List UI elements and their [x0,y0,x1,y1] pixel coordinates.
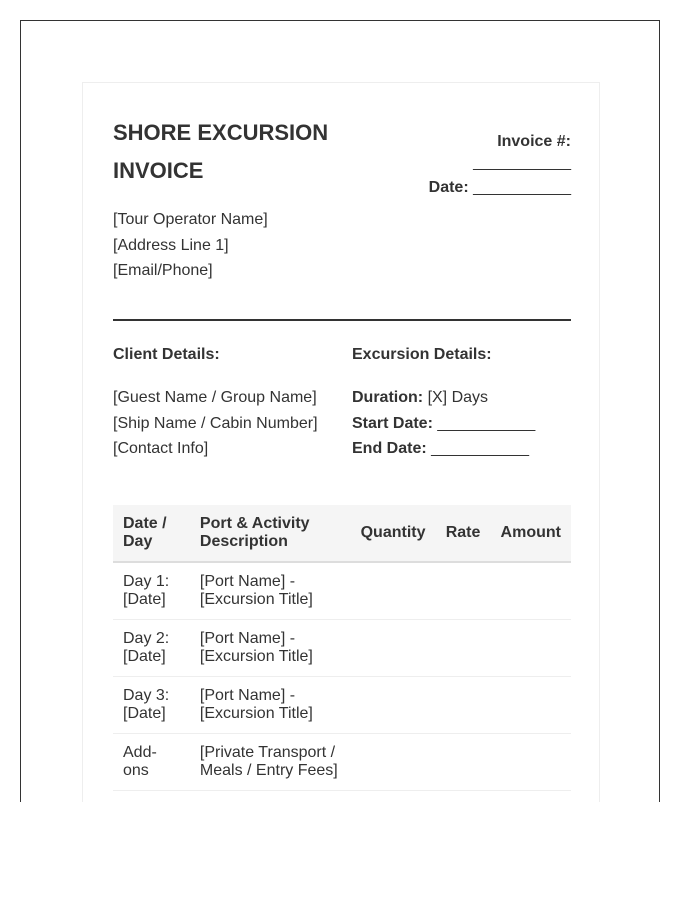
header-amount: Amount [491,505,571,562]
cell-description: [Private Transport / Meals / Entry Fees] [190,734,351,791]
cell-quantity [351,734,436,791]
table-header-row [113,505,571,562]
invoice-sheet [82,82,600,802]
cell-amount [491,620,571,677]
cell-description: [Port Name] - [Excursion Title] [190,562,351,620]
cell-rate [436,677,491,734]
duration-value: [X] Days [427,389,489,406]
cell-amount [491,562,571,620]
end-date-label: End Date: [352,440,427,457]
header-description: Port & Activity Description [190,505,351,562]
header-quantity: Quantity [351,505,436,562]
cell-amount [491,734,571,791]
excursion-duration [352,385,571,411]
cell-rate [436,562,491,620]
cell-rate [436,734,491,791]
start-date-label: Start Date: [352,414,433,432]
invoice-number-label: Invoice #: [497,133,571,150]
line-items-table [113,505,571,791]
invoice-title: SHORE EXCURSION INVOICE [113,120,329,183]
excursion-start-date [352,411,571,437]
cell-quantity [351,562,436,620]
excursion-details-lines [352,385,571,462]
invoice-date-label: Date: [428,179,469,196]
operator-info [113,207,373,284]
cell-day: Day 3: [Date] [113,677,190,734]
operator-name: [Tour Operator Name] [113,211,268,228]
cell-description: [Port Name] - [Excursion Title] [190,677,351,734]
title-block [113,114,373,284]
client-details-lines [113,385,348,462]
duration-label: Duration: [352,389,424,406]
cell-description: [Port Name] - [Excursion Title] [190,620,351,677]
table-row [113,562,571,620]
cell-day: Day 1: [Date] [113,562,190,620]
cell-day: Add-ons [113,734,190,791]
excursion-details-heading: Excursion Details: [352,346,492,363]
operator-address: [Address Line 1] [113,236,229,254]
start-date-value: ___________ [437,414,536,432]
client-guest: [Guest Name / Group Name] [113,389,317,406]
document-frame [20,20,660,802]
invoice-number-line [351,131,571,152]
cell-rate [436,620,491,677]
table-header [113,505,571,562]
table-row [113,677,571,734]
invoice-number-value-line [351,152,571,173]
invoice-date-value: ___________ [473,179,571,196]
table-row [113,620,571,677]
cell-day: Day 2: [Date] [113,620,190,677]
client-details-heading: Client Details: [113,346,220,363]
invoice-header [113,83,571,319]
cell-amount [491,677,571,734]
end-date-value: ___________ [431,440,530,457]
cell-quantity [351,677,436,734]
invoice-date-line [351,177,571,198]
client-details [113,345,348,462]
client-contact: [Contact Info] [113,440,209,457]
excursion-details [352,345,571,462]
excursion-end-date [352,436,571,462]
header-rate: Rate [436,505,491,562]
header-divider [113,319,571,321]
table-row [113,734,571,791]
invoice-meta [351,131,571,198]
client-ship: [Ship Name / Cabin Number] [113,414,318,432]
operator-contact: [Email/Phone] [113,262,213,279]
cell-quantity [351,620,436,677]
invoice-content [113,83,571,779]
invoice-number-value: ___________ [473,154,571,171]
table-body [113,562,571,791]
header-day: Date / Day [113,505,190,562]
